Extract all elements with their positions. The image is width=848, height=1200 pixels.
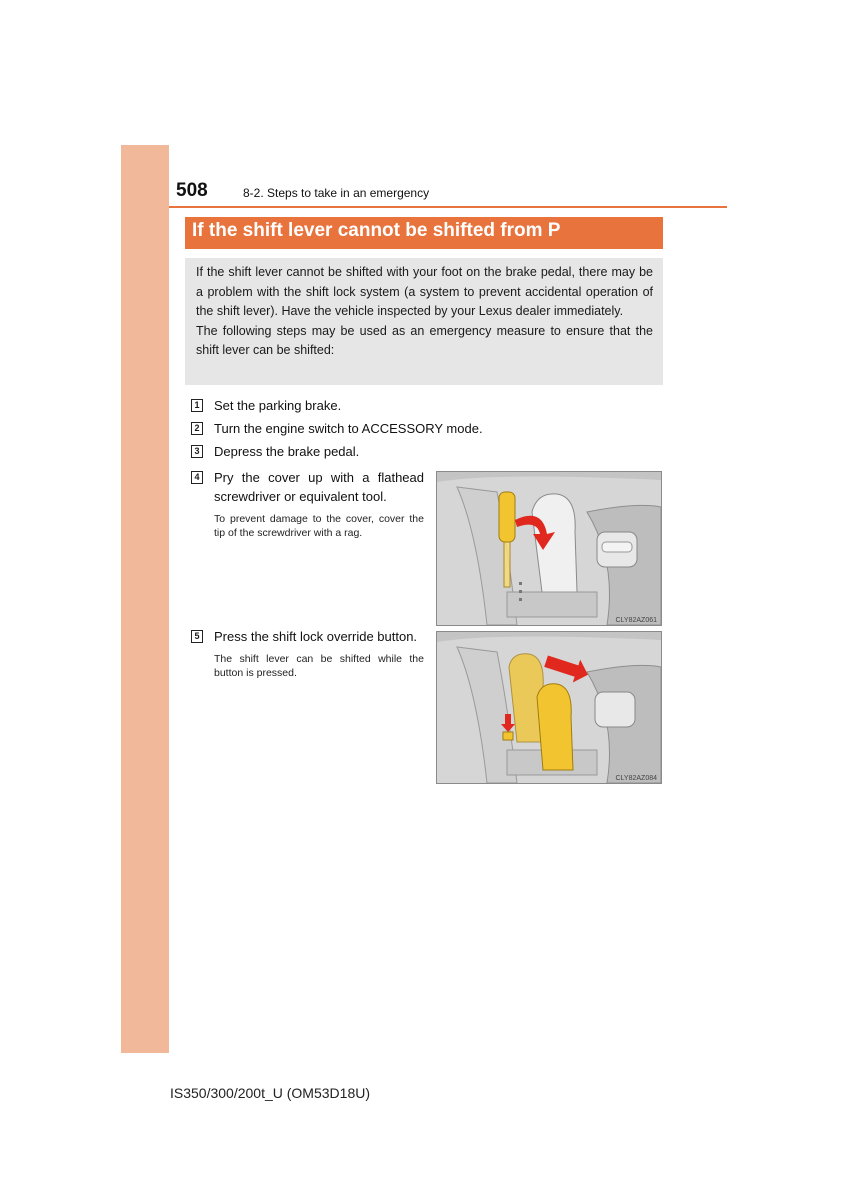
step-text: Set the parking brake. (214, 398, 342, 413)
step-number: 1 (191, 399, 203, 412)
step-number: 5 (191, 630, 203, 643)
step-4 (191, 468, 424, 506)
figure-override-button (436, 631, 662, 784)
step-5 (191, 627, 417, 646)
intro-box (185, 258, 663, 385)
page-number: 508 (176, 180, 208, 201)
intro-paragraph-2: The following steps may be used as an emergency measure to ensure that the shift lever can be shifted: (196, 323, 653, 357)
step-number: 2 (191, 422, 203, 435)
figure-code: CLY82AZ084 (615, 775, 657, 782)
step-1 (191, 396, 341, 415)
page-title: If the shift lever cannot be shifted from P (185, 217, 663, 249)
chapter-side-tab (121, 145, 169, 1053)
step-2 (191, 419, 483, 438)
step-text: Press the shift lock override button. (214, 629, 418, 644)
step-3 (191, 442, 359, 461)
intro-paragraph-1: If the shift lever cannot be shifted with your foot on the brake pedal, there may be a problem with the shift lock system (a system to prevent accidental operation of the shift lever). Have the vehicle inspected by your Lexus dealer immediately. (196, 265, 653, 318)
figure-pry-cover (436, 471, 662, 626)
console-illustration (437, 472, 661, 625)
step-text: Turn the engine switch to ACCESSORY mode. (214, 421, 483, 436)
footer-model: IS350/300/200t_U (OM53D18U) (170, 1085, 370, 1101)
step-5-note: The shift lever can be shifted while the button is pressed. (214, 653, 424, 679)
step-text: Pry the cover up with a flathead screwdriver or equivalent tool. (214, 470, 424, 504)
step-number: 3 (191, 445, 203, 458)
section-title: 8-2. Steps to take in an emergency (243, 186, 430, 200)
step-text: Depress the brake pedal. (214, 444, 360, 459)
step-number: 4 (191, 471, 203, 484)
console-illustration (437, 632, 661, 783)
header-rule (169, 206, 727, 208)
figure-code: CLY82AZ061 (615, 617, 657, 624)
step-4-note: To prevent damage to the cover, cover the tip of the screwdriver with a rag. (214, 513, 424, 539)
